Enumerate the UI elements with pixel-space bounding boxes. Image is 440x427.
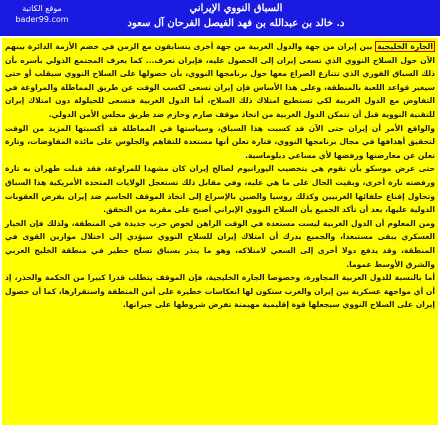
- article-paragraph: ومن المعلوم أن الدول الغربية ليست مستعدة في الوقت الراهن لخوض حرب جديدة في المنطقة، ولذلك فإن الخيار العسكري يبقى مستبعدا، والجميع يدرك أن امتلاك إيران للسلاح النووي سيؤدي إلى اختلال موازين القوى في المنطقة، وقد يدفع دولا أخرى إلى السعي لامتلاكه، وهو ما ينذر بسباق تسلح خطير في منطقة الخليج العربي والشرق الأوسط عموما.: [5, 218, 435, 269]
- article-author: د. خالد بن عبدالله بن فهد الفيصل الفرحان آل سعود: [127, 18, 345, 29]
- article-paragraph: [5, 40, 435, 122]
- article-paragraph: حتى عرض موسكو بأن تقوم هي بتخصيب اليورانيوم لصالح إيران كان مشهدا للمراوغة، فقد قبلت طهران به تارة ورفضته تارة أخرى، وبقيت الحال على ما هي عليه، وفي مقابل ذلك تستعجل الولايات المتحدة الأمريكية هذا السباق وتحاول إقناع حلفائها الغربيين وكذلك روسيا والصين بالإسراع إلى اتخاذ الموقف الحاسم ضد إيران بفرض العقوبات الدولية عليها، بعد أن تأكد الجميع بأن السلاح النووي الإيراني أصبح على مقربة من التحقق.: [5, 164, 435, 215]
- page-header: [0, 0, 440, 36]
- site-logo[interactable]: [6, 4, 78, 34]
- site-url: bader99.com: [15, 15, 69, 24]
- article-body: [2, 38, 438, 425]
- article-title: السباق النووي الإيراني: [189, 3, 283, 14]
- article-paragraph: أما بالنسبة للدول العربية المجاورة، وخصوصا الجارة الخليجية، فإن الموقف يتطلب قدرا كبيرا من الحكمة والحذر، إذ أن أي مواجهة عسكرية بين إيران والغرب ستكون لها انعكاسات خطيرة على أمن المنطقة واستقرارها، كما أن حصول إيران على السلاح النووي سيجعلها قوة إقليمية مهيمنة تفرض شروطها على جيرانها.: [5, 273, 435, 310]
- highlighted-term: الجارة الخليجية: [377, 42, 433, 51]
- article-paragraph: والواقع الأمر أن إيران حتى الآن قد كسبت هذا السباق، وسياستها في المماطلة قد أكسبتها المزيد من الوقت لتحقيق أهدافها في مجال برنامجها النووي، فتارة تعلن أنها مستعدة للتفاهم والجلوس على مائدة المفاوضات، وتارة تعلن عن معارضتها ورفضها لأي مساعي دبلوماسية.: [5, 123, 435, 160]
- paragraph-text: بين إيران من جهة والدول الغربية من جهة أخرى يتسابقون مع الزمن في خضم الأزمة الدائرة بينهم الآن حول السلاح النووي الذي تسعى إيران إلى الحصول عليه، فإيران تعرف... كما يعرف المجتمع الدولي بأسره بأن ذلك السباق الفوري الذي تتنازع الصراع معها حول برنامجها النووي، بأن حصولها على السلاح النووي سيقلب أو حتى سيغير قواعد اللعبة بالمنطقة، وعلى هذا الأساس فإن إيران تسعى لكسب الوقت عن طريق المماطلة والمراوغة في التفاوض مع الدول الغربية لكي تستطيع امتلاك ذلك السلاح، أما الدول الغربية فتسعى للحيلولة دون امتلاك إيران للتقنية النووية قبل أن تتمكن الدول الغربية من اتخاذ موقف صارم وحازم ضد طريق مجلس الأمن الدولي.: [5, 42, 435, 119]
- title-block: [106, 2, 366, 32]
- site-name: موقع الكاتبة: [22, 4, 62, 13]
